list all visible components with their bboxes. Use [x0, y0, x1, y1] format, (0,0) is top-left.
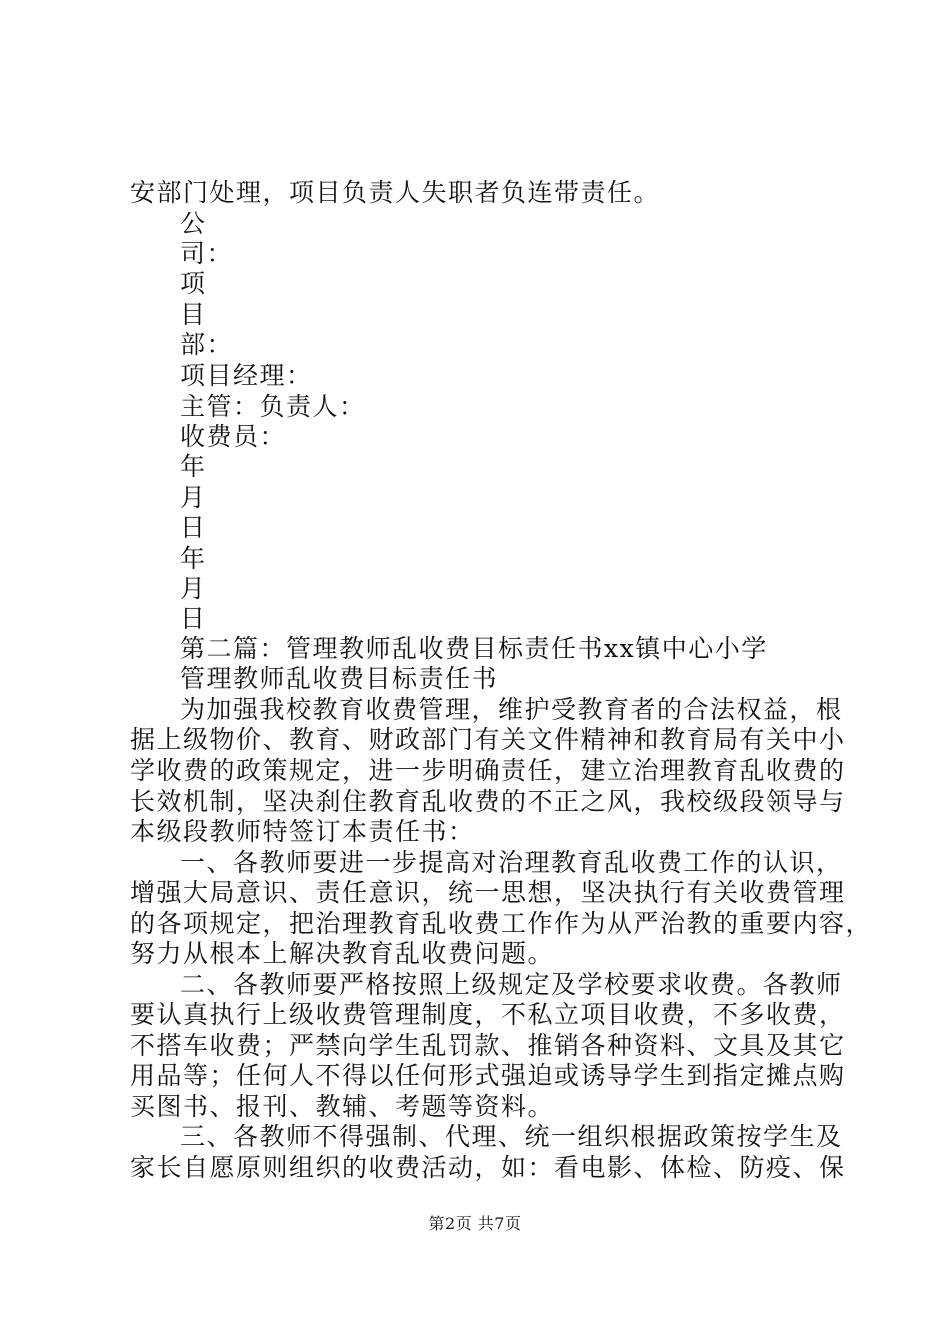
text-line: 司：: [180, 239, 234, 268]
text-line: 增强大局意识、责任意识，统一思想，坚决执行有关收费管理: [130, 878, 846, 907]
text-line: 安部门处理，项目负责人失职者负连带责任。: [130, 178, 661, 207]
text-line: 公: [180, 209, 207, 238]
text-line: 部：: [180, 330, 234, 359]
text-line: 学收费的政策规定，进一步明确责任，建立治理教育乱收费的: [130, 756, 846, 785]
text-line: 年: [180, 452, 207, 481]
text-line: 努力从根本上解决教育乱收费问题。: [130, 939, 555, 968]
text-line: 目: [180, 300, 207, 329]
text-line: 家长自愿原则组织的收费活动，如：看电影、体检、防疫、保: [130, 1153, 846, 1182]
text-line: 第二篇：管理教师乱收费目标责任书xx镇中心小学: [180, 634, 768, 663]
page-footer: 第2页 共7页: [428, 1214, 522, 1233]
text-line: 项: [180, 269, 207, 298]
text-line: 年: [180, 544, 207, 573]
text-line: 一、各教师要进一步提高对治理教育乱收费工作的认识，: [180, 848, 843, 877]
text-line: 用品等；任何人不得以任何形式强迫或诱导学生到指定摊点购: [130, 1061, 846, 1090]
text-line: 本级段教师特签订本责任书：: [130, 817, 475, 846]
text-line: 买图书、报刊、教辅、考题等资料。: [130, 1092, 555, 1121]
text-line: 为加强我校教育收费管理，维护受教育者的合法权益，根: [180, 695, 843, 724]
text-line: 月: [180, 483, 207, 512]
text-line: 日: [180, 513, 207, 542]
text-line: 主管：负责人：: [180, 392, 366, 421]
text-line: 收费员：: [180, 422, 287, 451]
text-line: 不搭车收费；严禁向学生乱罚款、推销各种资料、文具及其它: [130, 1031, 846, 1060]
text-line: 长效机制，坚决刹住教育乱收费的不正之风，我校级段领导与: [130, 787, 846, 816]
text-line: 月: [180, 574, 207, 603]
text-line: 管理教师乱收费目标责任书: [180, 664, 499, 693]
text-line: 的各项规定，把治理教育乱收费工作作为从严治教的重要内容，: [130, 909, 873, 938]
text-line: 项目经理：: [180, 361, 313, 390]
text-line: 三、各教师不得强制、代理、统一组织根据政策按学生及: [180, 1122, 843, 1151]
text-line: 日: [180, 604, 207, 633]
text-line: 据上级物价、教育、财政部门有关文件精神和教育局有关中小: [130, 725, 846, 754]
text-line: 二、各教师要严格按照上级规定及学校要求收费。各教师: [180, 970, 843, 999]
text-line: 要认真执行上级收费管理制度，不私立项目收费，不多收费，: [130, 1000, 846, 1029]
